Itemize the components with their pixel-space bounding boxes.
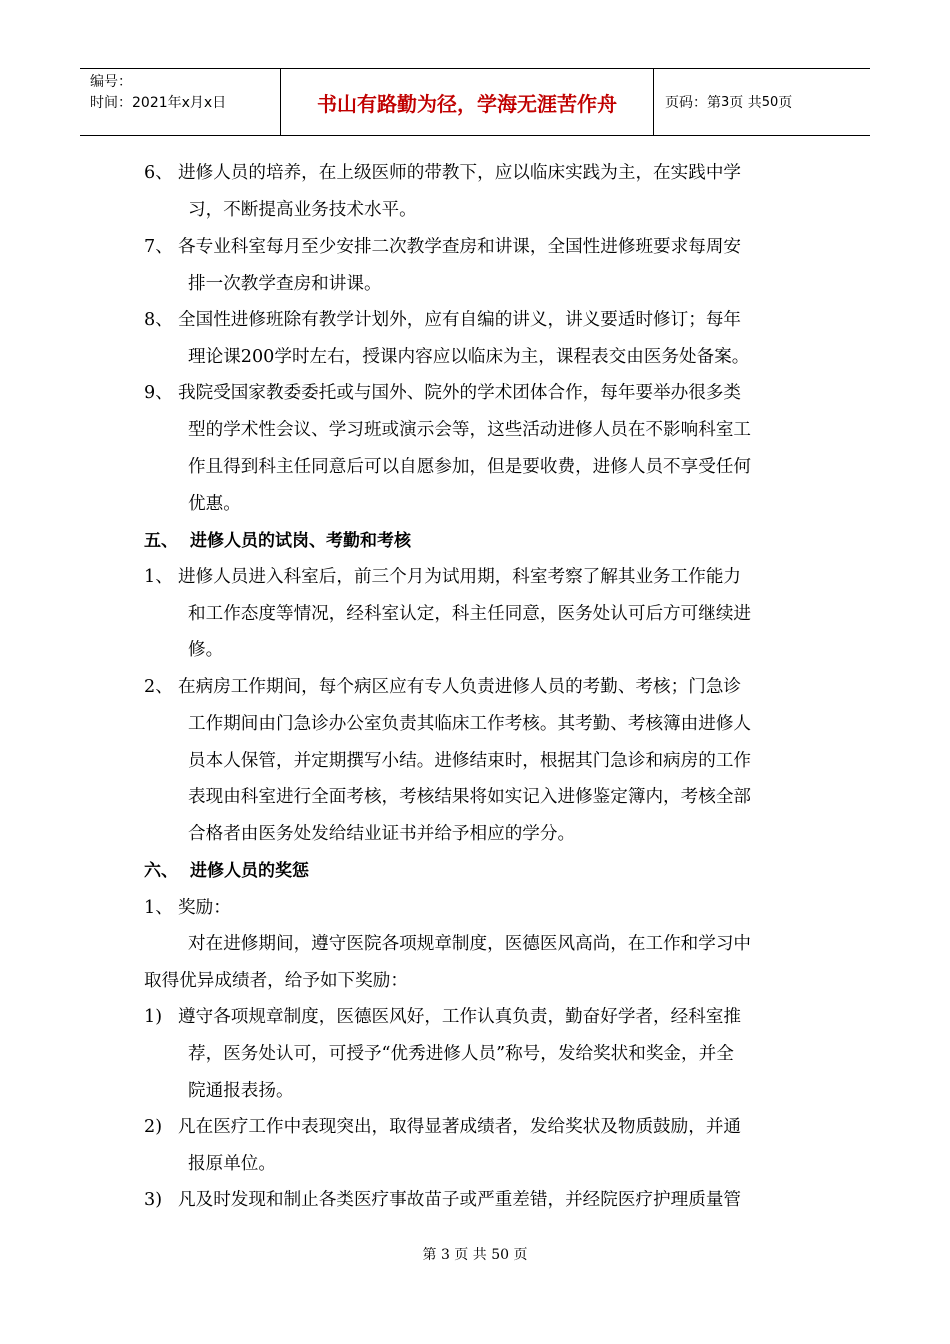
header-meta bbox=[80, 69, 280, 135]
page-header bbox=[80, 68, 870, 136]
paragraph-line: 各专业科室每月至少安排二次教学查房和讲课，全国性进修班要求每周安 bbox=[178, 237, 742, 257]
paragraph-line: 修。 bbox=[188, 640, 224, 660]
paragraph-line: 奖励： bbox=[178, 898, 231, 918]
paragraph-line: 工作期间由门急诊办公室负责其临床工作考核。其考勤、考核簿由进修人 bbox=[188, 714, 752, 734]
paragraph-line: 作且得到科主任同意后可以自愿参加，但是要收费，进修人员不享受任何 bbox=[188, 457, 752, 477]
page-prefix: 页码：第 bbox=[665, 95, 721, 111]
document-number-label: 编号： bbox=[90, 74, 132, 90]
paragraph-line: 优惠。 bbox=[188, 494, 241, 514]
paragraph-line: 员本人保管，并定期撰写小结。进修结束时，根据其门急诊和病房的工作 bbox=[188, 751, 752, 771]
page-current: 3 bbox=[721, 94, 730, 110]
page-total: 50 bbox=[761, 94, 779, 110]
section-number: 五、 bbox=[144, 531, 178, 551]
header-motto: 书山有路勤为径，学海无涯苦作舟 bbox=[280, 69, 654, 135]
paragraph-line: 我院受国家教委委托或与国外、院外的学术团体合作，每年要举办很多类 bbox=[178, 383, 742, 403]
header-page-number bbox=[654, 69, 870, 135]
paragraph-line: 取得优异成绩者，给予如下奖励： bbox=[144, 971, 408, 991]
paragraph-line: 全国性进修班除有教学计划外，应有自编的讲义，讲义要适时修订；每年 bbox=[178, 310, 742, 330]
item-number: 6、 bbox=[144, 163, 173, 183]
item-number: 9、 bbox=[144, 383, 173, 403]
item-number: 2、 bbox=[144, 677, 173, 697]
paragraph-line: 型的学术性会议、学习班或演示会等，这些活动进修人员在不影响科室工 bbox=[188, 420, 752, 440]
paragraph-line: 进修人员的培养，在上级医师的带教下，应以临床实践为主，在实践中学 bbox=[178, 163, 742, 183]
paragraph-line: 和工作态度等情况，经科室认定，科主任同意，医务处认可后方可继续进 bbox=[188, 604, 752, 624]
paragraph-line: 习，不断提高业务技术水平。 bbox=[188, 200, 417, 220]
document-date: 时间：2021年x月x日 bbox=[90, 95, 227, 111]
paragraph-line: 进修人员进入科室后，前三个月为试用期，科室考察了解其业务工作能力 bbox=[178, 567, 742, 587]
item-number: 3) bbox=[144, 1190, 163, 1210]
page-suffix: 页 bbox=[778, 95, 793, 111]
section-number: 六、 bbox=[144, 861, 178, 881]
item-number: 8、 bbox=[144, 310, 173, 330]
paragraph-line: 凡在医疗工作中表现突出，取得显著成绩者，发给奖状及物质鼓励，并通 bbox=[178, 1117, 742, 1137]
paragraph-line: 合格者由医务处发给结业证书并给予相应的学分。 bbox=[188, 824, 576, 844]
item-number: 1) bbox=[144, 1007, 163, 1027]
item-number: 1、 bbox=[144, 898, 173, 918]
paragraph-line: 理论课200学时左右，授课内容应以临床为主，课程表交由医务处备案。 bbox=[188, 347, 750, 367]
paragraph-line: 院通报表扬。 bbox=[188, 1081, 294, 1101]
paragraph-line: 对在进修期间，遵守医院各项规章制度，医德医风高尚，在工作和学习中 bbox=[188, 934, 752, 954]
item-number: 1、 bbox=[144, 567, 173, 587]
section-heading: 进修人员的奖惩 bbox=[190, 861, 309, 881]
item-number: 7、 bbox=[144, 237, 173, 257]
paragraph-line: 荐，医务处认可，可授予“优秀进修人员”称号，发给奖状和奖金，并全 bbox=[188, 1044, 734, 1064]
page-mid: 页 共 bbox=[729, 95, 762, 111]
paragraph-line: 排一次教学查房和讲课。 bbox=[188, 274, 382, 294]
paragraph-line: 表现由科室进行全面考核，考核结果将如实记入进修鉴定簿内，考核全部 bbox=[188, 787, 752, 807]
item-number: 2) bbox=[144, 1117, 163, 1137]
section-heading: 进修人员的试岗、考勤和考核 bbox=[190, 531, 411, 551]
paragraph-line: 报原单位。 bbox=[188, 1154, 276, 1174]
page-footer: 第 3 页 共 50 页 bbox=[422, 1247, 528, 1263]
paragraph-line: 凡及时发现和制止各类医疗事故苗子或严重差错，并经院医疗护理质量管 bbox=[178, 1190, 742, 1210]
paragraph-line: 遵守各项规章制度，医德医风好，工作认真负责，勤奋好学者，经科室推 bbox=[178, 1007, 742, 1027]
paragraph-line: 在病房工作期间，每个病区应有专人负责进修人员的考勤、考核；门急诊 bbox=[178, 677, 742, 697]
